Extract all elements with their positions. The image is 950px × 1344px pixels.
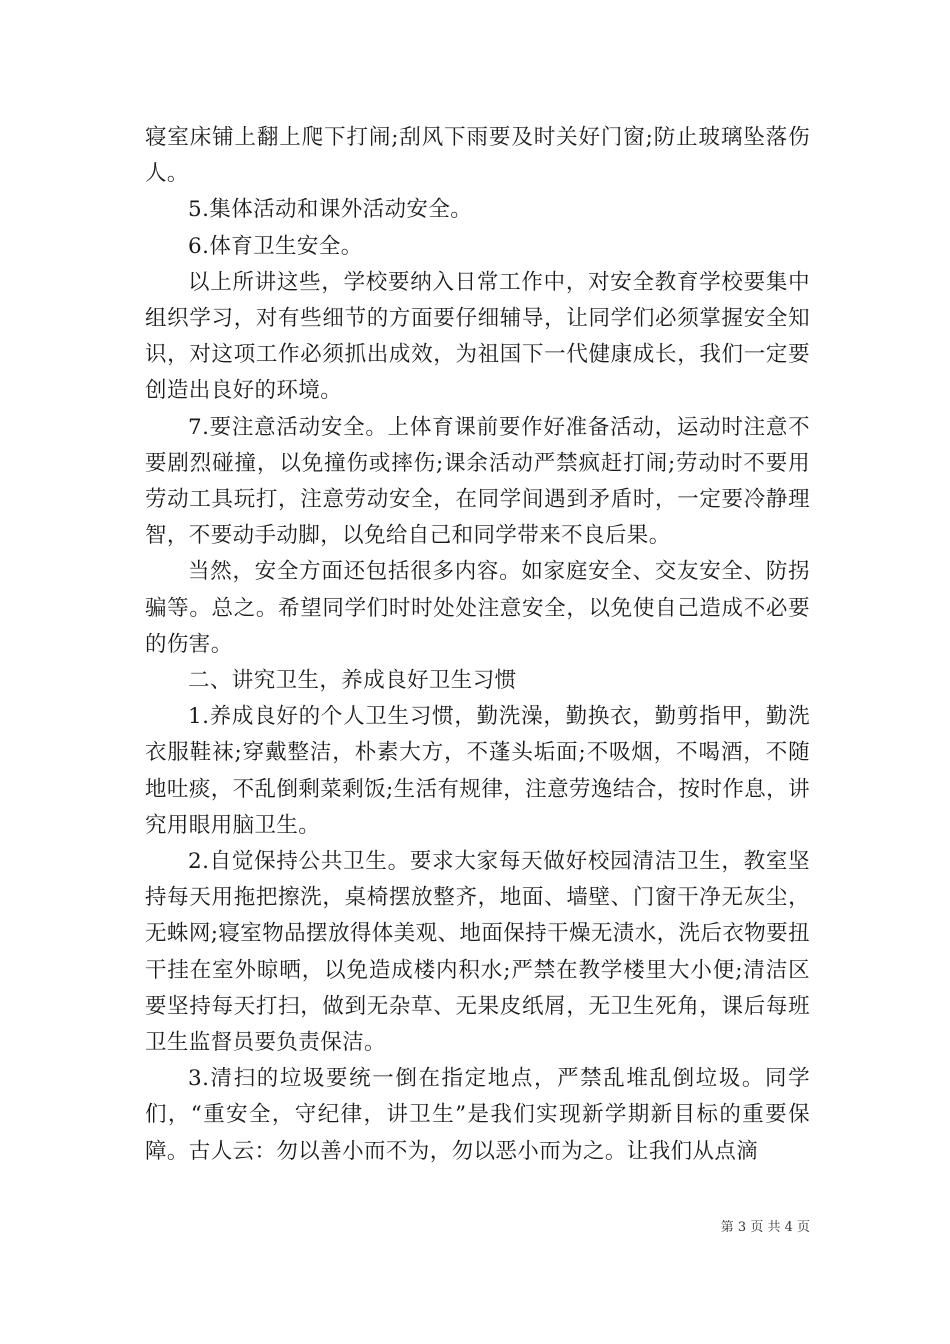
paragraph-3: 6.体育卫生安全。 — [188, 233, 363, 259]
paragraph-9: 2.自觉保持公共卫生。要求大家每天做好校园清洁卫生，教室坚持每天用拖把擦洗，桌椅摆放整齐，地面、墙壁、门窗干净无灰尘，无蛛网;寝室物品摆放得体美观、地面保持干燥无渍水，洗后衣物要扭干挂在室外晾晒，以免造成楼内积水;严禁在教学楼里大小便;清洁区要坚持每天打扫，做到无杂草、无果皮纸屑，无卫生死角，课后每班卫生监督员要负责保洁。 — [145, 849, 810, 1056]
paragraph-6: 当然，安全方面还包括很多内容。如家庭安全、交友安全、防拐骗等。总之。希望同学们时时处处注意安全，以免使自己造成不必要的伤害。 — [145, 559, 810, 657]
page-number: 第 3 页 共 4 页 — [720, 1220, 810, 1235]
document-body — [145, 120, 810, 1170]
paragraph-10: 3.清扫的垃圾要统一倒在指定地点，严禁乱堆乱倒垃圾。同学们，“重安全，守纪律，讲卫生”是我们实现新学期新目标的重要保障。古人云：勿以善小而不为，勿以恶小而为之。让我们从点滴 — [145, 1066, 810, 1164]
paragraph-5: 7.要注意活动安全。上体育课前要作好准备活动，运动时注意不要剧烈碰撞，以免撞伤或摔伤;课余活动严禁疯赶打闹;劳动时不要用劳动工具玩打，注意劳动安全，在同学间遇到矛盾时，一定要冷静理智，不要动手动脚，以免给自己和同学带来不良后果。 — [145, 414, 810, 549]
paragraph-1: 寝室床铺上翻上爬下打闹;刮风下雨要及时关好门窗;防止玻璃坠落伤人。 — [145, 125, 810, 187]
section-heading: 二、讲究卫生，养成良好卫生习惯 — [188, 668, 517, 694]
paragraph-4: 以上所讲这些，学校要纳入日常工作中，对安全教育学校要集中组织学习，对有些细节的方面要仔细辅导，让同学们必须掌握安全知识，对这项工作必须抓出成效，为祖国下一代健康成长，我们一定要创造出良好的环境。 — [145, 269, 810, 404]
paragraph-8: 1.养成良好的个人卫生习惯，勤洗澡，勤换衣，勤剪指甲，勤洗衣服鞋袜;穿戴整洁，朴素大方，不蓬头垢面;不吸烟，不喝酒，不随地吐痰，不乱倒剩菜剩饭;生活有规律，注意劳逸结合，按时作息，讲究用眼用脑卫生。 — [145, 704, 810, 838]
paragraph-2: 5.集体活动和课外活动安全。 — [188, 197, 473, 223]
